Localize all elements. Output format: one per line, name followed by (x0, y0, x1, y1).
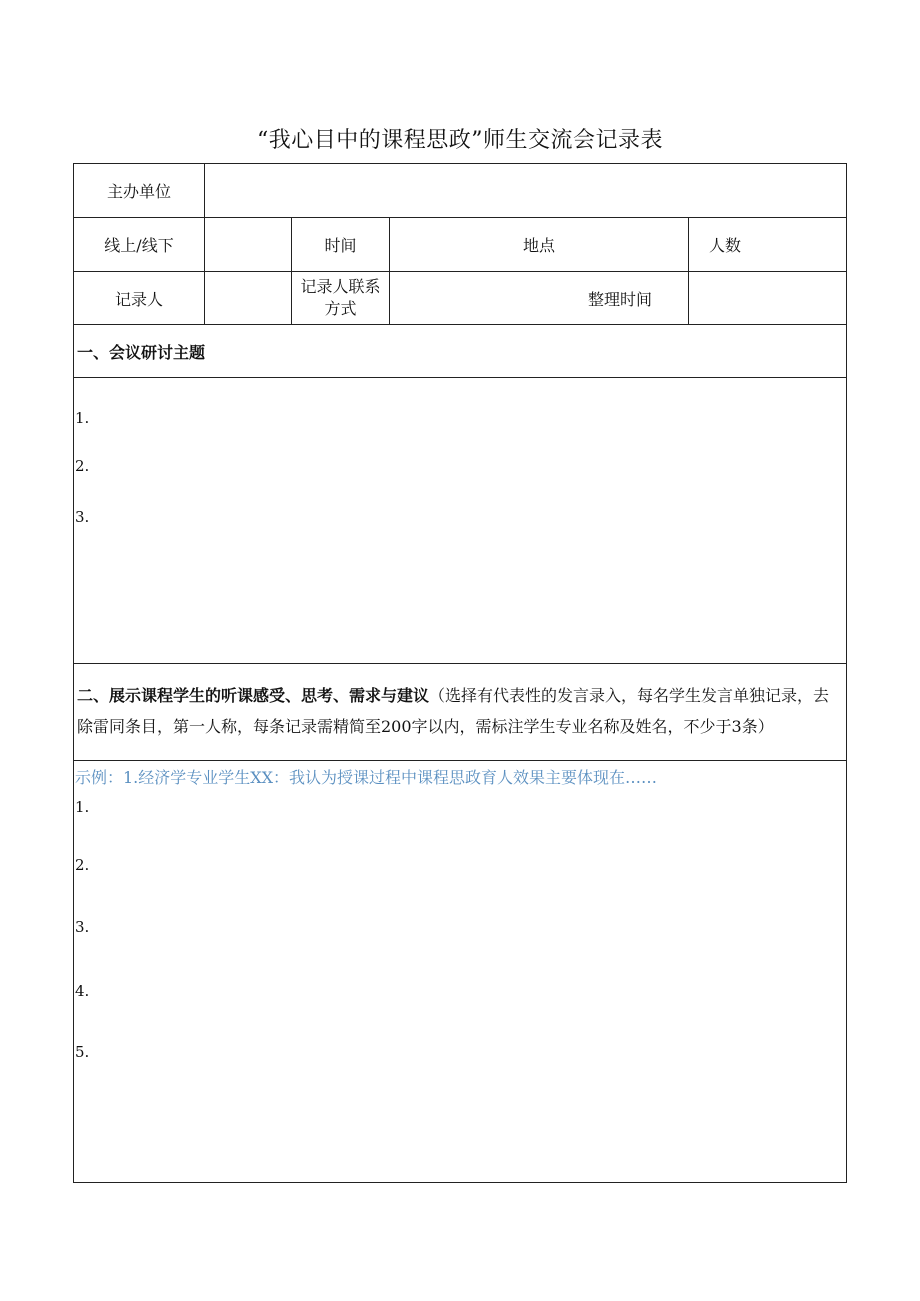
sort-time-label: 整理时间 (587, 289, 652, 309)
place-label[interactable]: 地点 (390, 218, 689, 272)
contact-label-line2: 方式 (324, 299, 357, 318)
contact-label (292, 272, 390, 325)
time-label[interactable]: 时间 (292, 218, 390, 272)
section2-body[interactable] (74, 761, 847, 1183)
section1-body[interactable] (74, 378, 847, 664)
recorder-value-field[interactable] (205, 272, 292, 325)
section2-heading (74, 664, 847, 761)
record-form-table (73, 163, 847, 1183)
section1-item-2: 2. (75, 457, 90, 475)
mode-value-field[interactable] (205, 218, 292, 272)
section2-heading-bold: 二、展示课程学生的听课感受、思考、需求与建议 (77, 686, 430, 705)
host-value-field[interactable] (205, 164, 847, 218)
recorder-label: 记录人 (74, 272, 205, 325)
section2-item-3: 3. (75, 918, 90, 936)
row-recorder (74, 272, 847, 325)
section2-item-2: 2. (75, 856, 90, 874)
document-title: “我心目中的课程思政”师生交流会记录表 (257, 128, 663, 153)
section2-example: 示例：1.经济学专业学生XX：我认为授课过程中课程思政育人效果主要体现在…… (75, 768, 658, 787)
row-section1-body (74, 378, 847, 664)
section2-item-4: 4. (75, 982, 90, 1000)
row-section1-heading (74, 325, 847, 378)
section2-heading-note: （选择有代表性的发言录入，每名学生发言单独记录，去除雷同条目，第一人称，每条记录需精简至200字以内，需标注学生专业名称及姓名，不少于3条） (77, 686, 830, 736)
row-section2-body (74, 761, 847, 1183)
sort-time-value-field[interactable] (689, 272, 847, 325)
section2-item-1: 1. (75, 798, 90, 816)
row-section2-heading (74, 664, 847, 761)
contact-and-sort-time-cell[interactable] (390, 272, 689, 325)
row-host (74, 164, 847, 218)
section1-item-1: 1. (75, 409, 90, 427)
row-mode-time-place (74, 218, 847, 272)
section1-heading: 一、会议研讨主题 (74, 325, 847, 378)
contact-label-line1: 记录人联系 (300, 277, 381, 296)
host-label: 主办单位 (74, 164, 205, 218)
section2-item-5: 5. (75, 1043, 90, 1061)
count-label: 人数 (709, 236, 742, 255)
count-cell[interactable] (689, 218, 847, 272)
mode-label: 线上/线下 (74, 218, 205, 272)
section1-item-3: 3. (75, 508, 90, 526)
